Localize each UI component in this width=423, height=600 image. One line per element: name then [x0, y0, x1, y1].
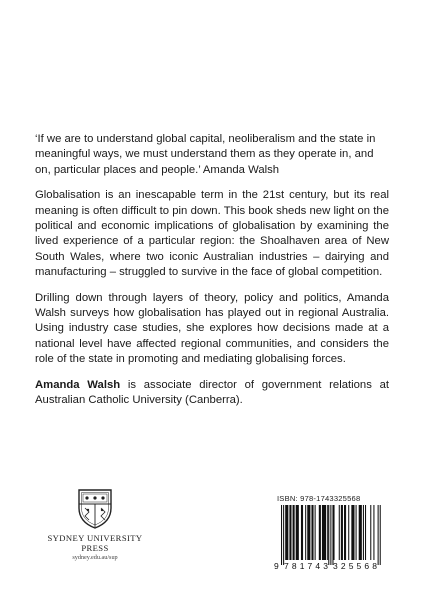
barcode-bar: [305, 505, 306, 560]
barcode-bar: [319, 505, 321, 560]
blurb: [35, 132, 389, 419]
barcode-digits-right: 325568: [333, 561, 377, 571]
barcode-bar: [341, 505, 343, 560]
description-paragraph-2: Drilling down through layers of theory, policy and politics, Amanda Walsh surveys how globalisation has played out in regional Australia. Using industry case studies, she explores how decisions made at a national level have affected regional communities, and considers the role of the state in promoting and mediating globalising forces.: [35, 291, 389, 366]
barcode-digit-first: 9: [274, 561, 279, 571]
barcode-bar: [315, 505, 316, 560]
barcode-bar: [289, 505, 291, 560]
author-bio: [35, 378, 389, 409]
barcode-bar: [327, 505, 328, 560]
barcode-bar: [328, 505, 329, 565]
barcode-bar: [334, 505, 335, 560]
barcode-bar: [307, 505, 310, 560]
barcode-bar: [351, 505, 354, 560]
barcode-bar: [378, 505, 379, 565]
description-paragraph-1: Globalisation is an inescapable term in the 21st century, but its real meaning is often difficult to pin down. This book sheds new light on the political and economic implications of globalisation by examining the lived experience of a particular region: the Shoalhaven area of New South Wales, where two iconic Australian industries – dairying and manufacturing – struggled to survive in the face of global competition.: [35, 189, 389, 279]
barcode-bar: [348, 505, 349, 560]
author-name: Amanda Walsh: [35, 378, 121, 391]
author-bio-text: is associate director of government relations at Australian Catholic University (Canberra).: [35, 378, 389, 407]
barcode: [273, 505, 385, 571]
barcode-bar: [373, 505, 374, 560]
barcode-bar: [293, 505, 295, 560]
footer: [35, 488, 389, 578]
pull-quote: ‘If we are to understand global capital, neoliberalism and the state in meaningful ways, we must understand them as they operate in, and on, particular places and people.’ Amanda Walsh: [35, 133, 376, 176]
publisher-block: [35, 488, 155, 561]
barcode-bar: [339, 505, 340, 560]
barcode-bar: [359, 505, 362, 560]
barcode-digits-left: 781743: [284, 561, 328, 571]
isbn-label: ISBN: 978-1743325568: [277, 494, 361, 503]
barcode-bar: [370, 505, 371, 560]
university-crest-icon: [77, 488, 113, 530]
barcode-bar: [311, 505, 313, 560]
barcode-bar: [365, 505, 366, 560]
barcode-bar: [363, 505, 364, 560]
barcode-bar: [380, 505, 381, 565]
barcode-bar: [285, 505, 288, 560]
publisher-name: SYDNEY UNIVERSITY PRESS: [47, 533, 143, 553]
barcode-bar: [296, 505, 299, 560]
barcode-bars: [281, 505, 381, 565]
barcode-bar: [332, 505, 333, 565]
barcode-bar: [283, 505, 284, 565]
barcode-bar: [344, 505, 346, 560]
barcode-bar: [301, 505, 303, 560]
barcode-bar: [281, 505, 282, 565]
barcode-bar: [330, 505, 331, 565]
publisher-url: sydney.edu.au/sup: [72, 554, 118, 561]
barcode-bar: [322, 505, 326, 560]
barcode-block: [273, 494, 385, 571]
barcode-bar: [356, 505, 357, 560]
